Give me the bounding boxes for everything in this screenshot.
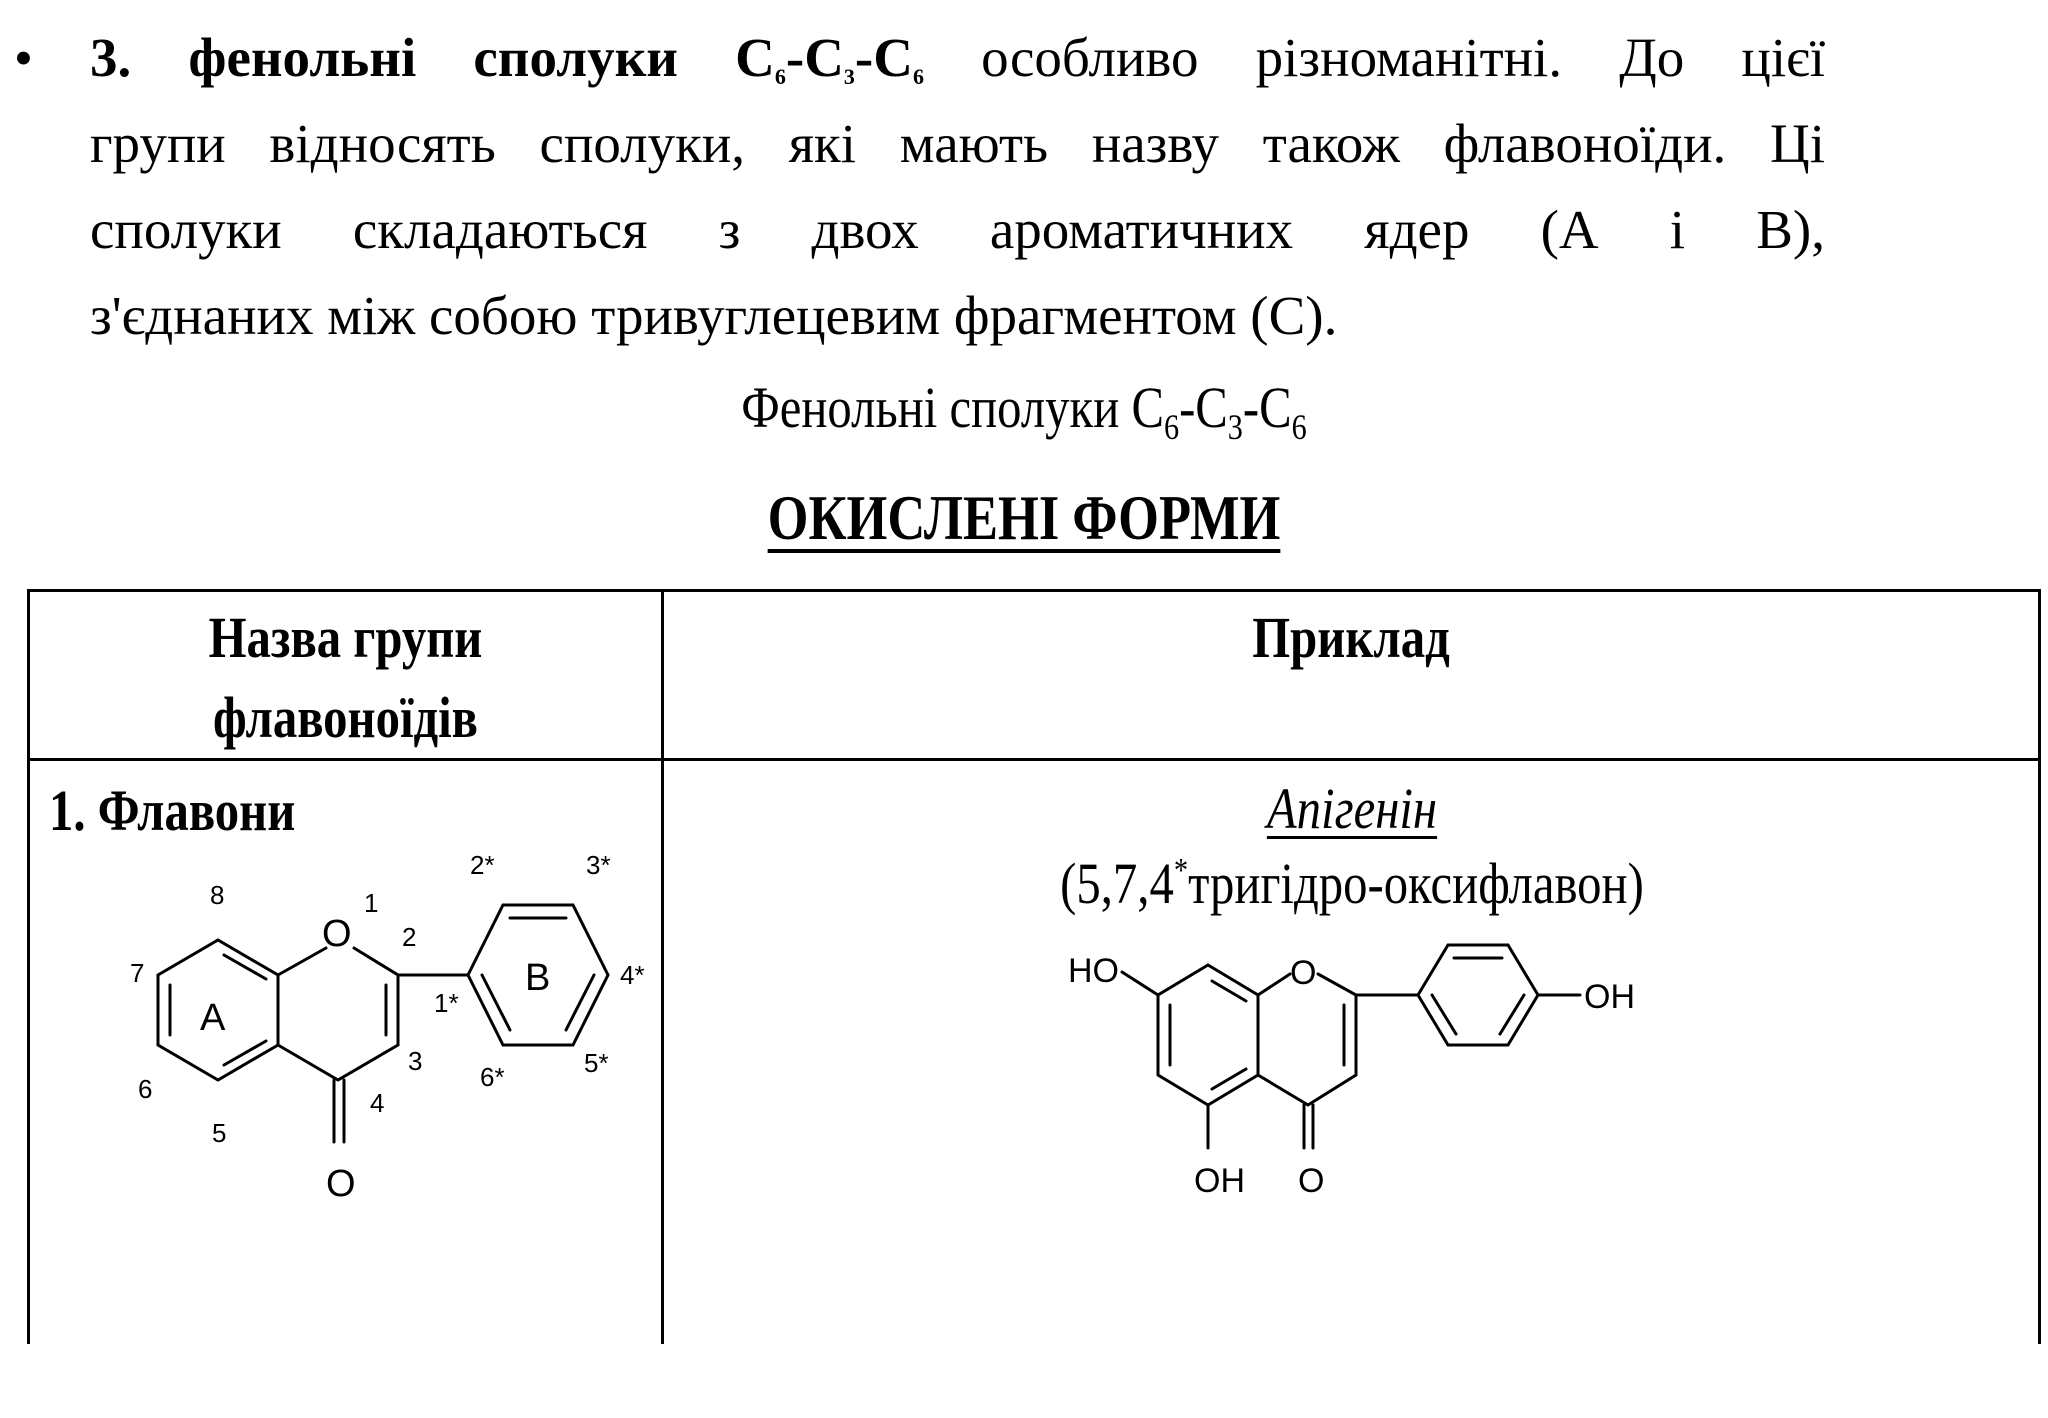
num-3-star: 3* <box>586 850 611 880</box>
num-6-star: 6* <box>480 1062 505 1092</box>
apigenin-ring-a <box>1158 965 1258 1105</box>
paragraph-line-4: з'єднаних між собою тривуглецевим фрагментом (С). <box>90 285 1338 346</box>
num-1-star: 1* <box>434 988 459 1018</box>
header-example: Приклад <box>1252 605 1450 670</box>
paragraph-line-3: сполуки складаються з двох ароматичних ядер (А і В), <box>90 199 1825 260</box>
lead-bold-text: 3. фенольні сполуки С <box>90 27 775 88</box>
example-iupac-name: (5,7,4*тригідро-оксифлавон) <box>1060 851 1644 916</box>
num-8: 8 <box>210 880 225 910</box>
section-heading: ОКИСЛЕНІ ФОРМИ <box>767 482 1281 553</box>
keto-oxygen: O <box>326 1163 356 1205</box>
num-1: 1 <box>364 888 379 918</box>
bullet: • <box>14 28 33 88</box>
num-5-star: 5* <box>584 1048 609 1078</box>
header-group-name-line-1: Назва групи <box>208 605 483 670</box>
row-flavones-label: 1. Флавони <box>49 778 296 843</box>
num-2-star: 2* <box>470 850 495 880</box>
apigenin-ring-oxygen: O <box>1290 954 1317 992</box>
figure-title: Фенольні сполуки $С_6-С_3-С_6$ <box>741 375 1307 447</box>
ring-b-label: B <box>525 957 551 999</box>
apigenin-ho-left: HO <box>1068 952 1119 990</box>
ring-a-label: A <box>200 997 226 1039</box>
apigenin-oh-right: OH <box>1584 978 1635 1016</box>
num-3: 3 <box>408 1046 423 1076</box>
apigenin-ring-b <box>1418 945 1538 1045</box>
num-2: 2 <box>402 922 417 952</box>
ring-oxygen: O <box>322 913 352 955</box>
header-group-name-line-2: флавоноїдів <box>213 685 478 750</box>
paragraph-line-1: 3. фенольні сполуки $С_6-С_3-С_6$ особливо різноманітні. До цієї <box>90 27 1825 89</box>
apigenin-oh-bottom: OH <box>1194 1162 1245 1200</box>
apigenin-keto-oxygen: O <box>1298 1162 1325 1200</box>
num-5: 5 <box>212 1118 227 1148</box>
num-4-star: 4* <box>620 960 645 990</box>
num-7: 7 <box>130 958 145 988</box>
num-6: 6 <box>138 1074 153 1104</box>
paragraph-line-2: групи відносять сполуки, які мають назву також флавоноїди. Ці <box>90 113 1825 174</box>
num-4: 4 <box>370 1088 385 1118</box>
example-name: Апігенін <box>1266 776 1438 841</box>
